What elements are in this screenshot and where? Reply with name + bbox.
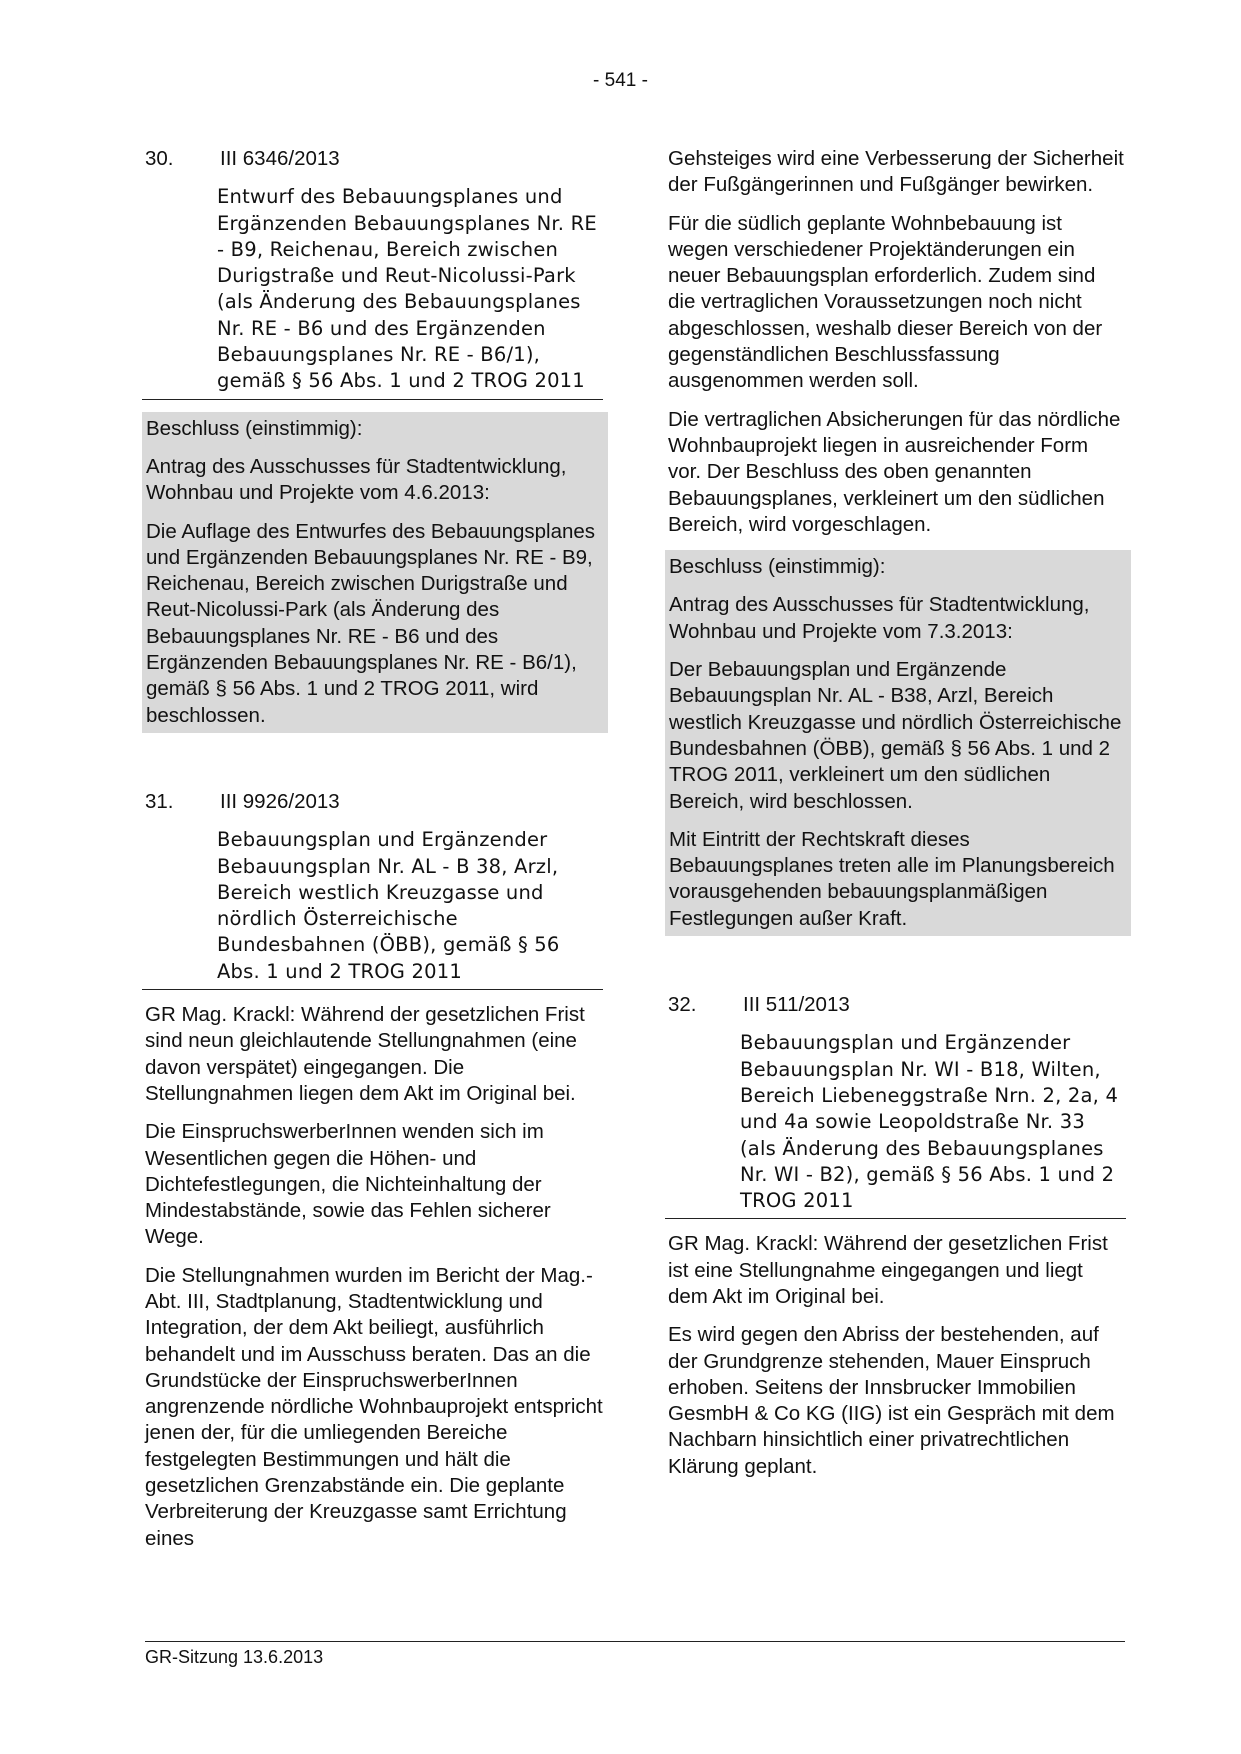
motion-text: Antrag des Ausschusses für Stadtentwicklung, Wohnbau und Projekte vom 4.6.2013:: [146, 454, 567, 505]
left-column: [145, 146, 603, 1564]
paragraph: Gehsteiges wird eine Verbesserung der Sicherheit der Fußgängerinnen und Fußgänger bewirken.: [668, 147, 1124, 197]
agenda-number: 31.: [145, 789, 174, 813]
footer-text: GR-Sitzung 13.6.2013: [145, 1647, 324, 1667]
agenda-title: Entwurf des Bebauungsplanes und Ergänzenden Bebauungsplanes Nr. RE - B9, Reichenau, Bereich zwischen Durigstraße und Reut-Nicolussi-Park (als Änderung des Bebauungsplanes Nr. RE - B6 und des Ergänzenden Bebauungsplanes Nr. RE - B6/1), gemäß § 56 Abs. 1 und 2 TROG 2011: [142, 184, 603, 399]
agenda-number: 30.: [145, 147, 174, 170]
paragraph: GR Mag. Krackl: Während der gesetzlichen Frist sind neun gleichlautende Stellungnahmen (eine davon verspätet) eingegangen. Die Stellungnahmen liegen dem Akt im Original bei.: [145, 1003, 585, 1105]
motion-text: Antrag des Ausschusses für Stadtentwicklung, Wohnbau und Projekte vom 7.3.2013:: [669, 593, 1090, 643]
agenda-reference: III 6346/2013: [220, 147, 340, 170]
agenda-head: [668, 992, 1126, 1018]
decision-label: Beschluss (einstimmig):: [146, 416, 363, 440]
agenda-head: [145, 146, 603, 172]
agenda-item-31: [145, 789, 603, 1552]
paragraph: Die vertraglichen Absicherungen für das nördliche Wohnbauprojekt liegen in ausreichender Form vor. Der Beschluss des oben genannten Bebauungsplanes, verkleinert um den südlichen Bereich, wird vorgeschlagen.: [668, 407, 1121, 536]
agenda-head: [145, 789, 603, 815]
resolution-text: Der Bebauungsplan und Ergänzende Bebauungsplan Nr. AL - B38, Arzl, Bereich westlich Kreuzgasse und nördlich Österreichische Bundesbahnen (ÖBB), gemäß § 56 Abs. 1 und 2 TROG 2011, verkleinert um den südlichen Bereich, wird beschlossen.: [669, 658, 1122, 813]
decision-box: [665, 550, 1131, 936]
decision-label: Beschluss (einstimmig):: [669, 555, 886, 579]
agenda-reference: III 9926/2013: [220, 789, 340, 813]
paragraph: Die EinspruchswerberInnen wenden sich im Wesentlichen gegen die Höhen- und Dichtefestlegungen, die Nichteinhaltung der Mindestabstände, sowie das Fehlen sicherer Wege.: [145, 1120, 551, 1249]
paragraph: Es wird gegen den Abriss der bestehenden, auf der Grundgrenze stehenden, Mauer Einspruch erhoben. Seitens der Innsbrucker Immobilien GesmbH & Co KG (IIG) ist ein Gespräch mit dem Nachbarn hinsichtlich einer privatrechtlichen Klärung geplant.: [668, 1323, 1115, 1478]
right-column: [668, 146, 1126, 1492]
paragraph: GR Mag. Krackl: Während der gesetzlichen Frist ist eine Stellungnahme eingegangen und liegt dem Akt im Original bei.: [668, 1232, 1108, 1308]
resolution-text: Mit Eintritt der Rechtskraft dieses Bebauungsplanes treten alle im Planungsbereich vorausgehenden bebauungsplanmäßigen Festlegungen außer Kraft.: [669, 827, 1115, 930]
agenda-reference: III 511/2013: [743, 993, 850, 1017]
page-number: - 541 -: [593, 70, 648, 91]
decision-box: [142, 412, 608, 733]
agenda-item-30: [145, 146, 603, 733]
agenda-title: Bebauungsplan und Ergänzender Bebauungsplan Nr. AL - B 38, Arzl, Bereich westlich Kreuzgasse und nördlich Österreichische Bundesbahnen (ÖBB), gemäß § 56 Abs. 1 und 2 TROG 2011: [142, 827, 603, 990]
agenda-title: Bebauungsplan und Ergänzender Bebauungsplan Nr. WI - B18, Wilten, Bereich Liebeneggstraße Nrn. 2, 2a, 4 und 4a sowie Leopoldstraße Nr. 33 (als Änderung des Bebauungsplanes Nr. WI - B2), gemäß § 56 Abs. 1 und 2 TROG 2011: [665, 1030, 1126, 1219]
paragraph: Die Stellungnahmen wurden im Bericht der Mag.-Abt. III, Stadtplanung, Stadtentwicklung und Integration, der dem Akt beiliegt, ausführlich behandelt und im Ausschuss beraten. Das an die Grundstücke der EinspruchswerberInnen angrenzende nördliche Wohnbauprojekt entspricht jenen der, für die umliegenden Bereiche festgelegten Bestimmungen und hält die gesetzlichen Grenzabstände ein. Die geplante Verbreiterung der Kreuzgasse samt Errichtung eines: [145, 1263, 603, 1550]
agenda-item-32: [668, 992, 1126, 1480]
agenda-number: 32.: [668, 993, 697, 1017]
footer-divider: [145, 1641, 1125, 1642]
paragraph: Für die südlich geplante Wohnbebauung ist wegen verschiedener Projektänderungen ein neuer Bebauungsplan erforderlich. Zudem sind die vertraglichen Voraussetzungen noch nicht abgeschlossen, weshalb dieser Bereich von der gegenständlichen Beschlussfassung ausgenommen werden soll.: [668, 211, 1103, 393]
resolution-text: Die Auflage des Entwurfes des Bebauungsplanes und Ergänzenden Bebauungsplanes Nr. RE - B9, Reichenau, Bereich zwischen Durigstraße und Reut-Nicolussi-Park (als Änderung des Bebauungsplanes Nr. RE - B6 und des Ergänzenden Bebauungsplanes Nr. RE - B6/1), gemäß § 56 Abs. 1 und 2 TROG 2011, wird beschlossen.: [146, 519, 596, 727]
